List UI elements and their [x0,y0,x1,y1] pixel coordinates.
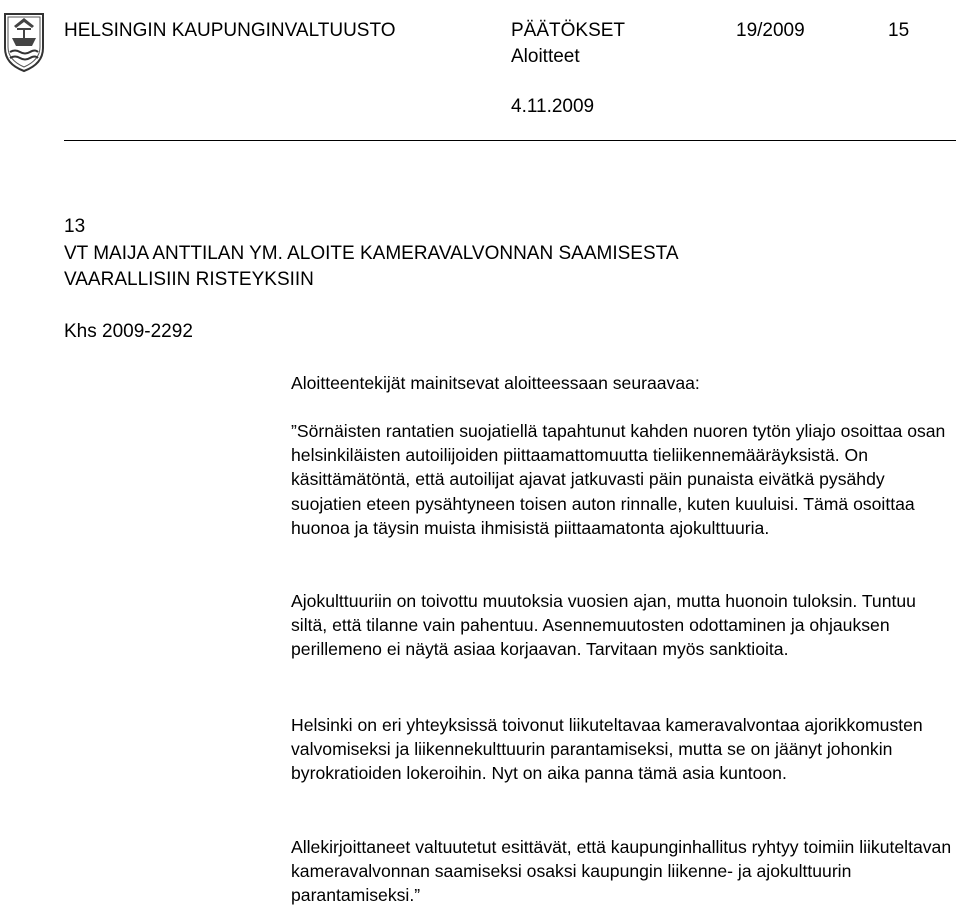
organization-name: HELSINGIN KAUPUNGINVALTUUSTO [64,20,396,41]
item-title-line-2: VAARALLISIIN RISTEYKSIIN [64,269,314,290]
header-divider [64,140,956,141]
helsinki-crest-logo [2,8,46,74]
body-paragraph-1: ”Sörnäisten rantatien suojatiellä tapahtunut kahden nuoren tytön yliajo osoittaa osan helsinkiläisten autoilijoiden piittaamattomuutta tieliikennemääräyksistä. On käsittämätöntä, että autoilijat ajavat jatkuvasti päin punaista eivätkä pysähdy suojatien eteen pysähtyneen toisen auton rinnalle, kuten kuuluisi. Tämä osoittaa huonoa ja täysin muista ihmisistä piittaamatonta ajokulttuuria. [291,421,946,538]
item-title-line-1: VT MAIJA ANTTILAN YM. ALOITE KAMERAVALVONNAN SAAMISESTA [64,243,679,264]
document-type: PÄÄTÖKSET [511,20,626,41]
item-number: 13 [64,216,86,237]
page-number: 15 [888,20,910,41]
meeting-date: 4.11.2009 [511,96,595,117]
body-intro: Aloitteentekijät mainitsevat aloitteessaan seuraavaa: [291,373,700,393]
reference-number: Khs 2009-2292 [64,321,193,342]
body-paragraph-4: Allekirjoittaneet valtuutetut esittävät, että kaupunginhallitus ryhtyy toimiin liikuteltavan kameravalvonnan saamiseksi osaksi kaupungin liikenne- ja ajokulttuurin parantamiseksi.” [291,837,952,906]
body-paragraph-2: Ajokulttuuriin on toivottu muutoksia vuosien ajan, mutta huonoin tuloksin. Tuntuu siltä, että tilanne vain pahentuu. Asennemuutosten odottaminen ja ohjauksen perillemeno ei näytä asiaa korjaavan. Tarvitaan myös sanktioita. [291,591,916,660]
body-paragraph-3: Helsinki on eri yhteyksissä toivonut liikuteltavaa kameravalvontaa ajorikkomusten valvomiseksi ja liikennekulttuurin parantamiseksi, mutta se on jäänyt johonkin byrokratioiden lokeroihin. Nyt on aika panna tämä asia kuntoon. [291,715,923,784]
issue-number: 19/2009 [736,20,805,41]
section-name: Aloitteet [511,46,580,67]
